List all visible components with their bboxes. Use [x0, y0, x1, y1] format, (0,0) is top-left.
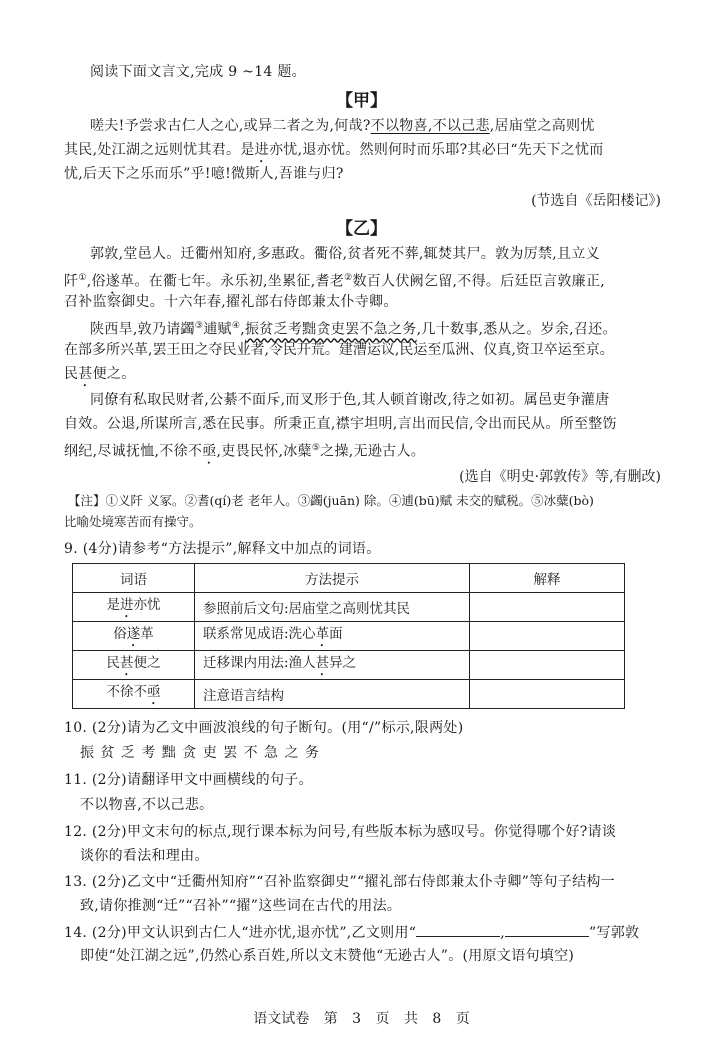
yi-text: ,: [240, 321, 245, 338]
word-cell: [73, 680, 195, 709]
footnote-mark: ③: [194, 321, 204, 331]
q14-text: ,: [500, 925, 505, 941]
hint-cell: [195, 651, 470, 680]
answer-blank[interactable]: [416, 922, 500, 937]
table-row: [73, 622, 625, 651]
yi-p3-line-3: [64, 438, 425, 468]
table-row: [73, 680, 625, 709]
yi-p3-line-2: 自效。公退,所谋所言,悉在民事。所秉正直,襟宇坦明,言出而民信,令出而民从。所至整饬: [64, 416, 617, 432]
q14-text: ”写郭敦: [588, 925, 640, 941]
hint-text: 迁移课内用法:渔人: [203, 655, 316, 671]
yi-p1-line-1: 郭敦,堂邑人。迁衢州知府,多惠政。衢俗,贫者死不葬,辄焚其尸。敦为厉禁,且立义: [90, 246, 600, 262]
wavy-underlined-sentence: 振贫乏考黜贪吏罢不急之务: [244, 321, 417, 338]
q10-sentence: 振 贫 乏 考 黜 贪 吏 罢 不 急 之 务: [80, 745, 320, 761]
dotted-word: 甚: [78, 366, 93, 382]
hint-text: 面: [329, 626, 343, 642]
word-cell: [73, 651, 195, 680]
intro-text: 阅读下面文言文,完成 9 ~14 题。: [90, 64, 306, 80]
word-cell: [73, 622, 195, 651]
yi-text: 数百人伏阙乞留,不得。后廷臣言敦廉正,: [352, 273, 606, 290]
q13-line-1: 13. (2分)乙文中“迁衢州知府”“召补监察御史”“擢礼部右侍郎兼太仆寺卿”等句子结构一: [64, 874, 615, 890]
word-text: 俗: [113, 626, 127, 642]
yi-text: 阡: [64, 273, 79, 290]
q14-text: 14. (2分)甲文认识到古仁人“进亦忧,退亦忧”,乙文则用“: [64, 925, 417, 941]
dotted-word: 亟: [147, 684, 161, 700]
answer-cell[interactable]: [470, 622, 625, 651]
q14-line-1: [64, 922, 639, 943]
note-line-2: 比喻处境寒苦而有操守。: [64, 514, 202, 529]
yi-p2-line-3: [64, 364, 136, 390]
footnote-mark: ④: [231, 321, 241, 331]
dotted-word: 甚: [315, 655, 330, 671]
yi-text: 陕西旱,敦乃请蠲: [90, 321, 195, 338]
jia-text: ,居庙堂之高则忧: [489, 118, 595, 134]
q14-line-2: 即使“处江湖之远”,仍然心系百姓,所以文末赞他“无逊古人”。(用原文语句填空): [80, 948, 575, 964]
yi-text: 逋赋: [203, 321, 232, 338]
answer-cell[interactable]: [470, 593, 625, 622]
q12-line-1: 12. (2分)甲文末句的标点,现行课本标为问号,有些版本标为感叹号。你觉得哪个好?请谈: [64, 824, 617, 840]
word-cell: [73, 593, 195, 622]
footnote-mark: ⑤: [311, 443, 321, 453]
dotted-word: 革: [315, 626, 330, 642]
jia-underlined-sentence: 不以物喜,不以己悲: [370, 118, 490, 134]
jia-line-3: 忧,后天下之乐而乐”乎!噫!微斯人,吾谁与归?: [64, 166, 344, 182]
section-yi-title: 【乙】: [336, 219, 387, 239]
q9-stem: 9. (4分)请参考“方法提示”,解释文中加点的词语。: [64, 541, 381, 557]
word-text: 亦忧: [133, 597, 161, 613]
q12-line-2: 谈你的看法和理由。: [80, 848, 209, 864]
answer-cell[interactable]: [470, 651, 625, 680]
yi-text: ,吏畏民怀,冰糵: [216, 443, 312, 460]
word-text: 革: [140, 626, 154, 642]
yi-text: ,几十数事,悉从之。岁余,召还。: [416, 321, 617, 338]
footnote-mark: ②: [344, 273, 353, 283]
hint-cell: [195, 593, 470, 622]
word-text: 不徐不: [106, 684, 147, 700]
table-row: [73, 651, 625, 680]
dotted-word: 遂: [105, 273, 121, 290]
word-text: 是: [106, 597, 120, 613]
hint-text: 参照前后文句:居庙堂之高则忧其民: [203, 601, 411, 617]
hint-cell: [195, 680, 470, 709]
yi-p2-line-2: 在部多所兴革,罢王田之夺民业者,令民开荒。建漕运议,民运至瓜洲、仪真,资卫卒运至京。: [64, 342, 614, 358]
jia-line-2: [64, 140, 604, 166]
dotted-word: 遂: [126, 626, 141, 642]
answer-cell[interactable]: [470, 680, 625, 709]
jia-source: (节选自《岳阳楼记》): [531, 193, 661, 209]
word-text: 便之: [133, 655, 161, 671]
dotted-word: 进: [120, 597, 134, 613]
q13-line-2: 致,请你推测“迁”“召补”“擢”这些词在古代的用法。: [80, 898, 402, 914]
yi-p1-line-3: 召补监察御史。十六年春,擢礼部右侍郎兼太仆寺卿。: [64, 294, 398, 310]
jia-text: 亦忧,退亦忧。然则何时而乐耶?其必曰“先天下之忧而: [268, 142, 604, 158]
table-header-row: [73, 564, 625, 593]
hint-cell: [195, 622, 470, 651]
yi-p2-line-1: [90, 316, 617, 340]
vocab-table: [72, 563, 625, 709]
q11-stem: 11. (2分)请翻译甲文中画横线的句子。: [64, 772, 313, 788]
page-footer: 语文试卷 第 3 页 共 8 页: [253, 1011, 470, 1027]
q10-stem: 10. (2分)请为乙文中画波浪线的句子断句。(用“/”标示,限两处): [64, 720, 464, 736]
yi-text: 革。在衢七年。永乐初,坐累征,耆老: [120, 273, 345, 290]
hint-text: 异之: [329, 655, 357, 671]
yi-p3-line-1: 同僚有私取民财者,公綦不面斥,而叉形于色,其人顿首谢改,待之如初。属邑吏争灌唐: [90, 392, 610, 408]
yi-text: 纲纪,尽诚抚恤,不徐不: [64, 443, 203, 460]
answer-blank[interactable]: [505, 922, 589, 937]
dotted-word: 进: [254, 142, 269, 158]
table-header: 解释: [470, 564, 625, 593]
jia-text: 嗟夫!予尝求古仁人之心,或异二者之为,何哉?: [90, 118, 371, 134]
footnote-mark: ①: [78, 273, 87, 283]
yi-source: (选自《明史·郭敦传》等,有删改): [459, 469, 661, 485]
dotted-word: 亟: [202, 443, 217, 460]
yi-text: 之操,无逊古人。: [320, 443, 426, 460]
hint-text: 联系常见成语:洗心: [203, 626, 316, 642]
dotted-word: 甚: [120, 655, 134, 671]
yi-text: 民: [64, 366, 79, 382]
yi-text: 便之。: [92, 366, 136, 382]
hint-text: 注意语言结构: [203, 688, 284, 704]
jia-line-1: [90, 116, 595, 136]
jia-text: 其民,处江湖之远则忧其君。是: [64, 142, 255, 158]
q11-sentence: 不以物喜,不以己悲。: [80, 797, 214, 813]
yi-text: ,俗: [86, 273, 106, 290]
table-row: [73, 593, 625, 622]
word-text: 民: [106, 655, 120, 671]
table-header: 词语: [73, 564, 195, 593]
note-line-1: 【注】①义阡 义冢。②耆(qí)老 老年人。③蠲(juān) 除。④逋(bū)赋 未交的赋税。⑤冰糵(bò): [68, 493, 594, 508]
table-header: 方法提示: [195, 564, 470, 593]
section-jia-title: 【甲】: [336, 91, 387, 111]
